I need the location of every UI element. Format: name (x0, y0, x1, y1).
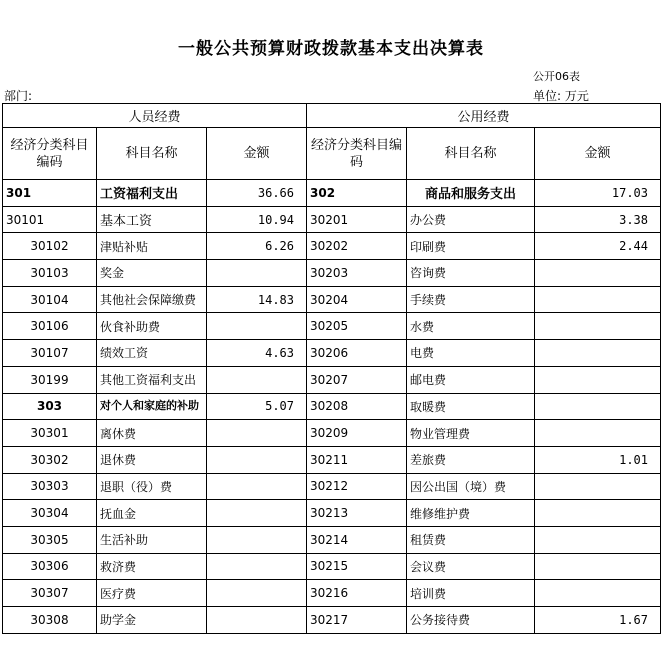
name-cell-right: 公务接待费 (407, 607, 535, 634)
code-cell-right: 30213 (307, 500, 407, 527)
name-cell-right: 差旅费 (407, 446, 535, 473)
amount-cell-right (535, 553, 661, 580)
amount-cell-left (207, 580, 307, 607)
table-row (3, 260, 661, 287)
name-cell-left: 基本工资 (97, 206, 207, 233)
amount-cell-right (535, 473, 661, 500)
table-row (3, 180, 661, 207)
amount-cell-left (207, 420, 307, 447)
table-row (3, 607, 661, 634)
code-cell-left: 30303 (3, 473, 97, 500)
amount-cell-right (535, 313, 661, 340)
amount-cell-right: 1.01 (535, 446, 661, 473)
amount-cell-left (207, 526, 307, 553)
table-row (3, 500, 661, 527)
col-name-left: 科目名称 (97, 128, 207, 180)
table-row (3, 526, 661, 553)
department-label: 部门: (4, 89, 33, 103)
name-cell-left: 抚血金 (97, 500, 207, 527)
table-row (3, 313, 661, 340)
amount-cell-right: 3.38 (535, 206, 661, 233)
code-cell-right: 30204 (307, 286, 407, 313)
code-cell-right: 30207 (307, 366, 407, 393)
table-row (3, 233, 661, 260)
name-cell-left: 伙食补助费 (97, 313, 207, 340)
name-cell-right: 手续费 (407, 286, 535, 313)
group-public: 公用经费 (307, 104, 661, 128)
name-cell-left: 退职（役）费 (97, 473, 207, 500)
table-row (3, 286, 661, 313)
amount-cell-left: 36.66 (207, 180, 307, 207)
amount-cell-left (207, 446, 307, 473)
name-cell-right: 租赁费 (407, 526, 535, 553)
name-cell-right: 水费 (407, 313, 535, 340)
name-cell-right: 维修维护费 (407, 500, 535, 527)
amount-cell-left: 4.63 (207, 340, 307, 367)
amount-cell-left (207, 313, 307, 340)
code-cell-right: 30209 (307, 420, 407, 447)
form-number: 公开06表 (533, 70, 580, 83)
name-cell-right: 邮电费 (407, 366, 535, 393)
code-cell-left: 303 (3, 393, 97, 420)
amount-cell-right (535, 260, 661, 287)
name-cell-left: 救济费 (97, 553, 207, 580)
amount-cell-left: 6.26 (207, 233, 307, 260)
group-header-row (3, 104, 661, 128)
code-cell-left: 30302 (3, 446, 97, 473)
name-cell-left: 绩效工资 (97, 340, 207, 367)
code-cell-left: 30103 (3, 260, 97, 287)
name-cell-left: 津贴补贴 (97, 233, 207, 260)
amount-cell-right (535, 286, 661, 313)
code-cell-left: 30101 (3, 206, 97, 233)
amount-cell-right (535, 393, 661, 420)
expenditure-table (2, 103, 661, 634)
code-cell-left: 30199 (3, 366, 97, 393)
code-cell-right: 30212 (307, 473, 407, 500)
name-cell-right: 取暖费 (407, 393, 535, 420)
code-cell-right: 30205 (307, 313, 407, 340)
code-cell-left: 30305 (3, 526, 97, 553)
name-cell-left: 生活补助 (97, 526, 207, 553)
table-row (3, 420, 661, 447)
name-cell-left: 其他工资福利支出 (97, 366, 207, 393)
table-row (3, 206, 661, 233)
code-cell-right: 30217 (307, 607, 407, 634)
col-name-right: 科目名称 (407, 128, 535, 180)
amount-cell-right (535, 580, 661, 607)
code-cell-left: 30304 (3, 500, 97, 527)
code-cell-right: 30214 (307, 526, 407, 553)
name-cell-right: 物业管理费 (407, 420, 535, 447)
amount-cell-right (535, 340, 661, 367)
code-cell-right: 30206 (307, 340, 407, 367)
name-cell-right: 办公费 (407, 206, 535, 233)
code-cell-left: 30306 (3, 553, 97, 580)
table-row (3, 553, 661, 580)
amount-cell-right: 1.67 (535, 607, 661, 634)
table-row (3, 340, 661, 367)
code-cell-left: 30104 (3, 286, 97, 313)
code-cell-left: 30107 (3, 340, 97, 367)
amount-cell-left: 5.07 (207, 393, 307, 420)
code-cell-left: 30307 (3, 580, 97, 607)
code-cell-left: 30308 (3, 607, 97, 634)
name-cell-right: 培训费 (407, 580, 535, 607)
table-row (3, 366, 661, 393)
code-cell-right: 30201 (307, 206, 407, 233)
amount-cell-right (535, 500, 661, 527)
col-amount-right: 金额 (535, 128, 661, 180)
col-amount-left: 金额 (207, 128, 307, 180)
table-row (3, 393, 661, 420)
code-cell-left: 301 (3, 180, 97, 207)
table-row (3, 446, 661, 473)
name-cell-left: 对个人和家庭的补助 (97, 393, 207, 420)
name-cell-left: 医疗费 (97, 580, 207, 607)
amount-cell-right (535, 420, 661, 447)
col-code-left: 经济分类科目编码 (3, 128, 97, 180)
name-cell-left: 工资福利支出 (97, 180, 207, 207)
page-title: 一般公共预算财政拨款基本支出决算表 (178, 39, 484, 59)
amount-cell-left (207, 366, 307, 393)
amount-cell-left (207, 607, 307, 634)
amount-cell-right (535, 526, 661, 553)
table-row (3, 580, 661, 607)
name-cell-left: 退休费 (97, 446, 207, 473)
code-cell-left: 30106 (3, 313, 97, 340)
amount-cell-right (535, 366, 661, 393)
amount-cell-left: 14.83 (207, 286, 307, 313)
amount-cell-left (207, 553, 307, 580)
amount-cell-left (207, 473, 307, 500)
amount-cell-left: 10.94 (207, 206, 307, 233)
amount-cell-right: 2.44 (535, 233, 661, 260)
group-personnel: 人员经费 (3, 104, 307, 128)
name-cell-left: 其他社会保障缴费 (97, 286, 207, 313)
code-cell-right: 30208 (307, 393, 407, 420)
name-cell-right: 商品和服务支出 (407, 180, 535, 207)
column-header-row (3, 128, 661, 180)
name-cell-right: 咨询费 (407, 260, 535, 287)
code-cell-right: 30211 (307, 446, 407, 473)
table-row (3, 473, 661, 500)
amount-cell-left (207, 260, 307, 287)
name-cell-left: 奖金 (97, 260, 207, 287)
code-cell-left: 30301 (3, 420, 97, 447)
amount-cell-right: 17.03 (535, 180, 661, 207)
name-cell-right: 印刷费 (407, 233, 535, 260)
name-cell-right: 电费 (407, 340, 535, 367)
unit-label: 单位: 万元 (533, 89, 589, 103)
name-cell-left: 助学金 (97, 607, 207, 634)
code-cell-right: 30203 (307, 260, 407, 287)
code-cell-right: 30215 (307, 553, 407, 580)
name-cell-right: 因公出国（境）费 (407, 473, 535, 500)
code-cell-right: 30216 (307, 580, 407, 607)
col-code-right: 经济分类科目编码 (307, 128, 407, 180)
name-cell-right: 会议费 (407, 553, 535, 580)
amount-cell-left (207, 500, 307, 527)
code-cell-right: 30202 (307, 233, 407, 260)
code-cell-left: 30102 (3, 233, 97, 260)
name-cell-left: 离休费 (97, 420, 207, 447)
code-cell-right: 302 (307, 180, 407, 207)
